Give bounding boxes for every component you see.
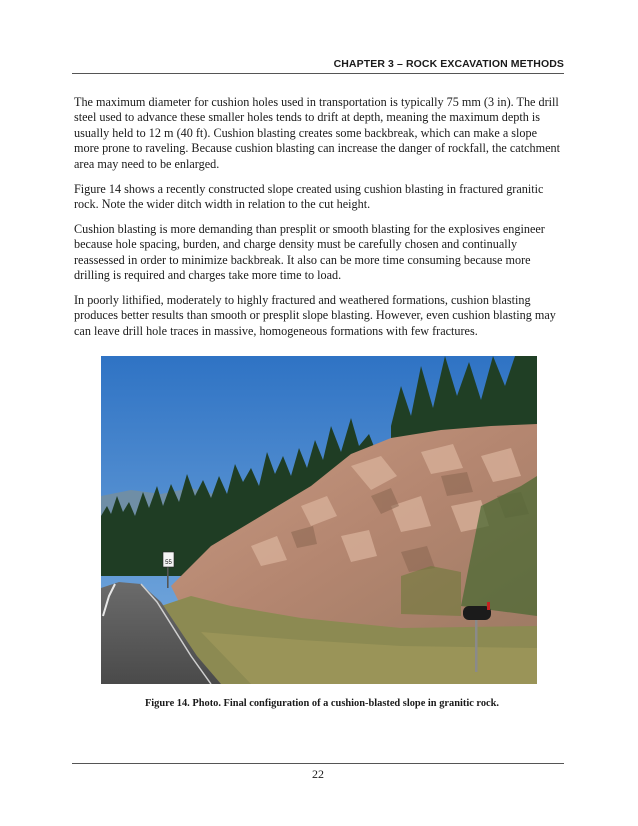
- paragraph-3: Cushion blasting is more demanding than presplit or smooth blasting for the explosives engineer because hole spacing, burden, and charge density must be carefully chosen and continually reassessed in order to minimize backbreak. It also can be more time consuming because more drilling is required and charges take more time to load.: [74, 221, 545, 283]
- paragraph-1: The maximum diameter for cushion holes used in transportation is typically 75 mm (3 in). The drill steel used to advance these smaller holes tends to drift at depth, meaning the maximum depth is usually held to 12 m (40 ft). Cushion blasting creates some backbreak, which can make a slope more prone to raveling. Because cushion blasting can increase the danger of rockfall, the catchment area may need to be enlarged.: [74, 95, 560, 171]
- page-number: 22: [312, 767, 324, 781]
- body-text: [74, 95, 564, 349]
- header-divider: [72, 73, 564, 74]
- figure-caption: Figure 14. Photo. Final configuration of a cushion-blasted slope in granitic rock.: [144, 698, 500, 709]
- running-header: CHAPTER 3 – ROCK EXCAVATION METHODS: [333, 58, 564, 70]
- speed-sign-text: 55: [165, 560, 172, 566]
- paragraph-2: Figure 14 shows a recently constructed slope created using cushion blasting in fractured granitic rock. Note the wider ditch width in relation to the cut height.: [74, 181, 544, 211]
- figure-photo: [101, 356, 537, 684]
- paragraph-4: In poorly lithified, moderately to highly fractured and weathered formations, cushion blasting produces better results than smooth or presplit slope blasting. However, even cushion blasting may can leave drill hole traces in massive, homogeneous formations with few fractures.: [74, 292, 556, 338]
- footer-divider: [72, 763, 564, 764]
